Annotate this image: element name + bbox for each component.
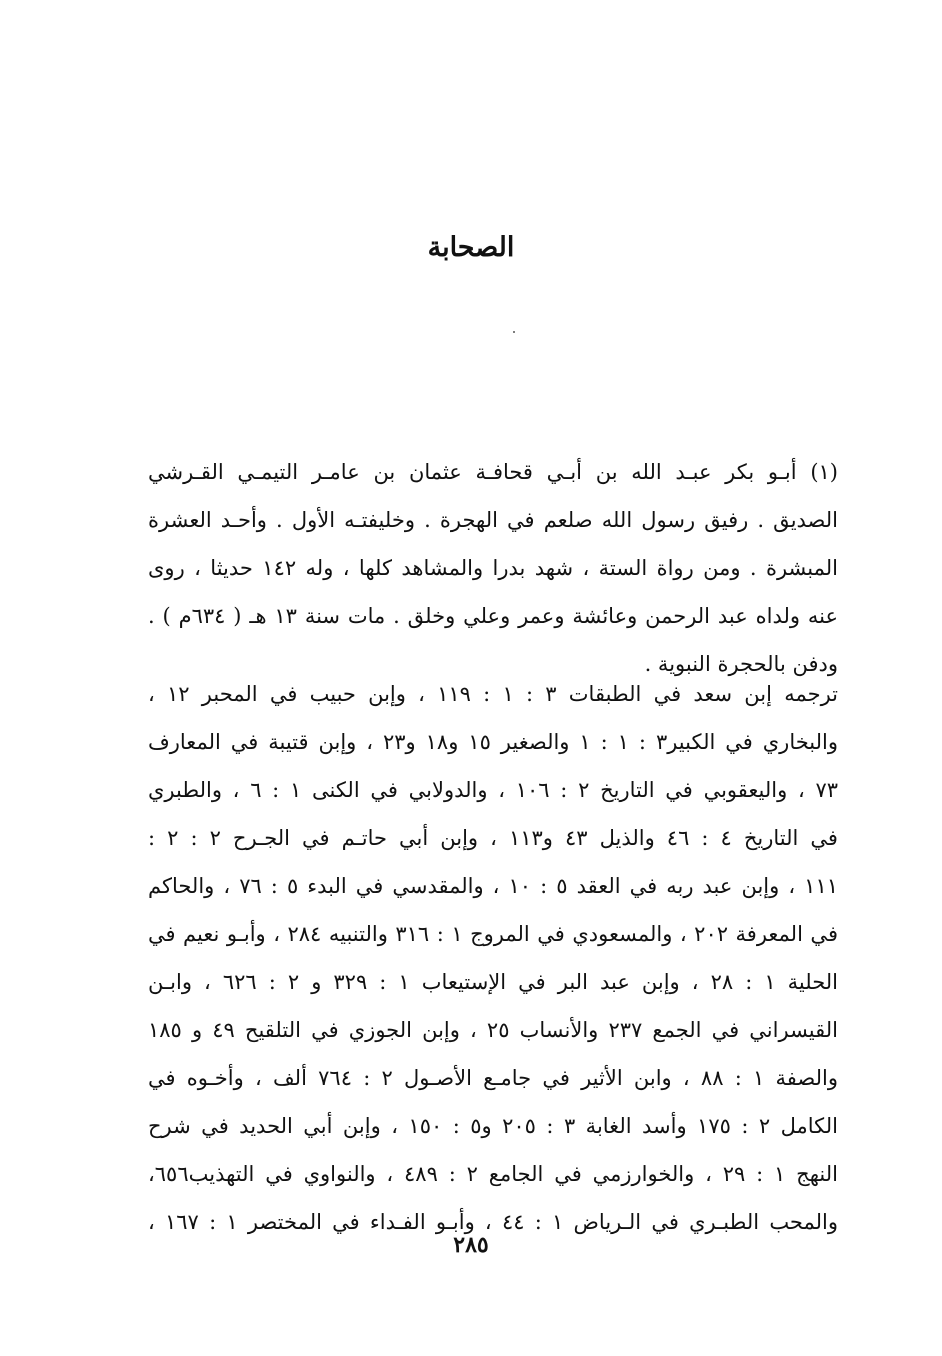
references-line-11: النهج ١ : ٢٩ ، والخوارزمي في الجامع ٢ : ٤٨٩ ، والنواوي في التهذيب٦٥٦،	[148, 1162, 838, 1186]
references-line-2: والبخاري في الكبير٣ : ١ : ١ والصغير ١٥ و١٨ و٢٣ ، وإبن قتيبة في المعارف	[148, 730, 838, 754]
print-speck	[513, 331, 515, 333]
references-line-9: والصفة ١ : ٨٨ ، وابن الأثير في جامـع الأصـول ٢ : ٧٦٤ ألف ، وأخـوه في	[148, 1066, 838, 1090]
biography-line-4: عنه ولداه عبد الرحمن وعائشة وعمر وعلي وخلق . مات سنة ١٣ هـ ( ٦٣٤م ) .	[148, 604, 838, 628]
biography-line-5: ودفن بالحجرة النبوية .	[644, 652, 838, 676]
references-line-1: ترجمه إبن سعد في الطبقات ٣ : ١ : ١١٩ ، وإبن حبيب في المحبر ١٢ ،	[148, 682, 838, 706]
references-line-12: والمحب الطبـري في الـرياض ١ : ٤٤ ، وأبـو الفـداء في المختصر ١ : ١٦٧ ،	[148, 1210, 838, 1234]
references-line-4: في التاريخ ٤ : ٤٦ والذيل ٤٣ و١١٣ ، وإبن أبي حاتـم في الجـرح ٢ : ٢ :	[148, 826, 838, 850]
biography-line-3: المبشرة . ومن رواة الستة ، شهد بدرا والمشاهد كلها ، وله ١٤٢ حديثا ، روى	[148, 556, 838, 580]
biography-line-2: الصديق . رفيق رسول الله صلعم في الهجرة . وخليفتـه الأول . وأحـد العشرة	[148, 508, 838, 532]
references-line-6: في المعرفة ٢٠٢ ، والمسعودي في المروج ١ : ٣١٦ والتنبيه ٢٨٤ ، وأبـو نعيم في	[148, 922, 838, 946]
page-number: ٢٨٥	[453, 1232, 489, 1258]
biography-paragraph	[148, 448, 838, 688]
references-line-5: ١١١ ، وإبن عبد ربه في العقد ٥ : ١٠ ، والمقدسي في البدء ٥ : ٧٦ ، والحاكم	[148, 874, 838, 898]
references-line-10: الكامل ٢ : ١٧٥ وأسد الغابة ٣ : ٢٠٥ و٥ : ١٥٠ ، وإبن أبي الحديد في شرح	[148, 1114, 838, 1138]
biography-line-1: (١) أبـو بكر عبـد الله بن أبـي قحافـة عثمان بن عامـر التيمـي القـرشي	[148, 460, 838, 484]
references-paragraph	[148, 670, 838, 1246]
references-line-3: ٧٣ ، واليعقوبي في التاريخ ٢ : ١٠٦ ، والدولابي في الكنى ١ : ٦ ، والطبري	[148, 778, 838, 802]
page-title: الصحابة	[427, 232, 515, 263]
references-line-7: الحلية ١ : ٢٨ ، وإبن عبد البر في الإستيعاب ١ : ٣٢٩ و ٢ : ٦٢٦ ، وابـن	[148, 970, 838, 994]
references-line-8: القيسراني في الجمع ٢٣٧ والأنساب ٢٥ ، وإبن الجوزي في التلقيح ٤٩ و ١٨٥	[148, 1018, 838, 1042]
